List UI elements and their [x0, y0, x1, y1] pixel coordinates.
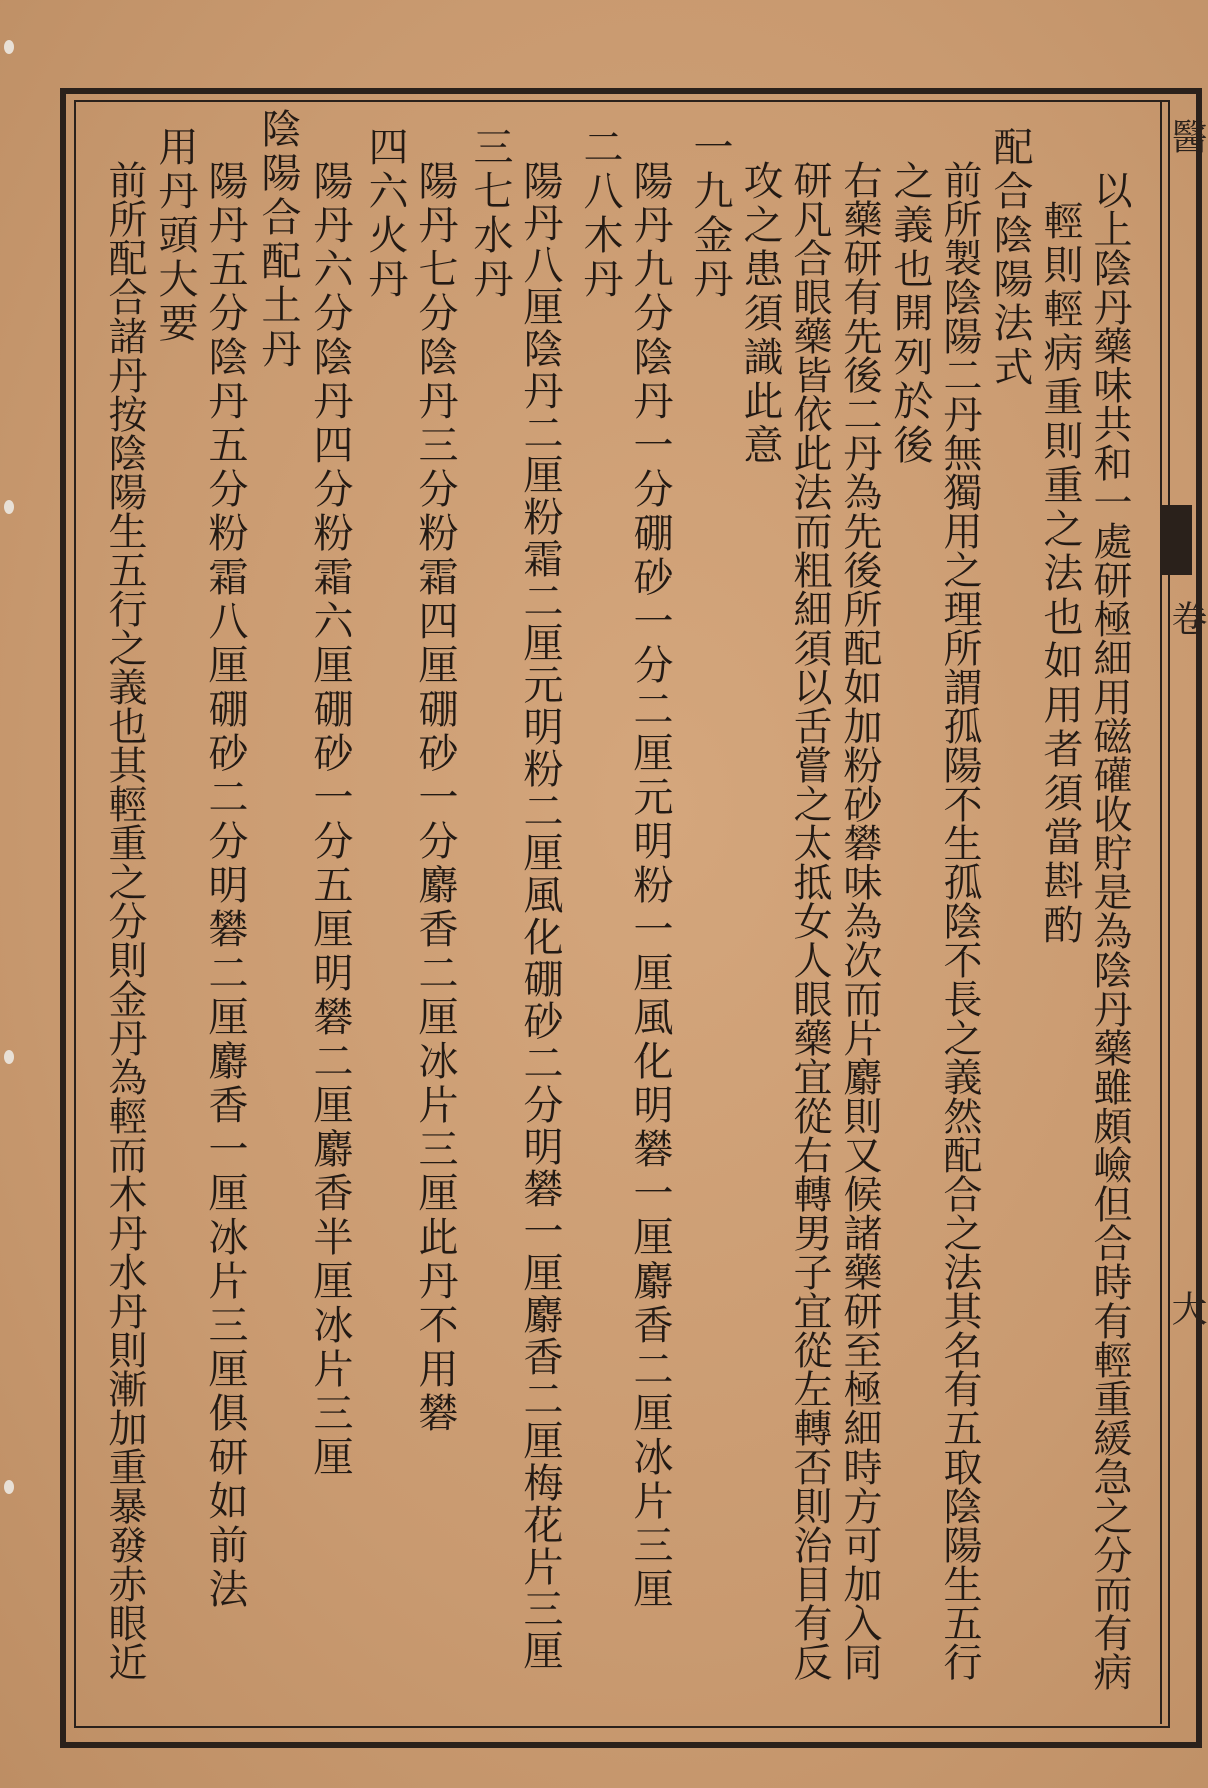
- text-column: 攻之患須識此意: [737, 160, 783, 468]
- binding-hole: [4, 500, 14, 514]
- recipe-heading: 二八木丹: [577, 126, 623, 302]
- text-column: 前所配合諸丹按陰陽生五行之義也其輕重之分則金丹為輕而木丹水丹則漸加重暴發赤眼近: [102, 160, 147, 1681]
- text-column: 輕則輕病重則重之法也如用者須當斟酌: [1037, 200, 1083, 948]
- text-column: 研凡合眼藥皆依此法而粗細須以舌嘗之太抵女人眼藥宜從右轉男子宜從左轉否則治目有反: [787, 160, 832, 1681]
- recipe-heading: 陰陽合配土丹: [255, 108, 301, 372]
- binding-hole: [4, 40, 14, 54]
- binding-hole: [4, 1050, 14, 1064]
- text-column: 前所製陰陽二丹無獨用之理所謂孤陽不生孤陰不長之義然配合之法其名有五取陰陽生五行: [937, 160, 982, 1681]
- fish-tail-mark: [1162, 505, 1192, 575]
- text-column: 之義也開列於後: [887, 160, 933, 468]
- margin-title-glyph: 醫: [1166, 118, 1207, 154]
- recipe-heading: 一九金丹: [687, 126, 733, 302]
- text-column: 以上陰丹藥味共和一處研極細用磁礶收貯是為陰丹藥雖頗嶮但合時有輕重緩急之分而有病: [1087, 170, 1132, 1691]
- margin-page-glyph: 大: [1166, 1290, 1207, 1326]
- binding-hole: [4, 1480, 14, 1494]
- recipe-heading: 四六火丹: [362, 126, 408, 302]
- banxin-strip: [1160, 100, 1194, 1724]
- section-heading: 配合陰陽法式: [987, 126, 1033, 390]
- recipe-ingredients: 陽丹七分陰丹三分粉霜四厘硼砂一分麝香二厘冰片三厘此丹不用礬: [412, 160, 458, 1436]
- recipe-ingredients: 陽丹六分陰丹四分粉霜六厘硼砂一分五厘明礬二厘麝香半厘冰片三厘: [307, 160, 353, 1480]
- recipe-heading: 三七水丹: [467, 126, 513, 302]
- text-column: 右藥研有先後二丹為先後所配如加粉砂礬味為次而片麝則又候諸藥研至極細時方可加入同: [837, 160, 882, 1681]
- margin-volume-glyph: 卷: [1166, 600, 1207, 636]
- section-heading: 用丹頭大要: [152, 126, 198, 346]
- recipe-ingredients: 陽丹九分陰丹一分硼砂一分二厘元明粉一厘風化明礬一厘麝香二厘冰片三厘: [627, 160, 673, 1612]
- recipe-ingredients: 陽丹五分陰丹五分粉霜八厘硼砂二分明礬二厘麝香一厘冰片三厘俱研如前法: [202, 160, 248, 1612]
- recipe-ingredients: 陽丹八厘陰丹二厘粉霜二厘元明粉二厘風化硼砂二分明礬一厘麝香二厘梅花片三厘: [517, 160, 563, 1672]
